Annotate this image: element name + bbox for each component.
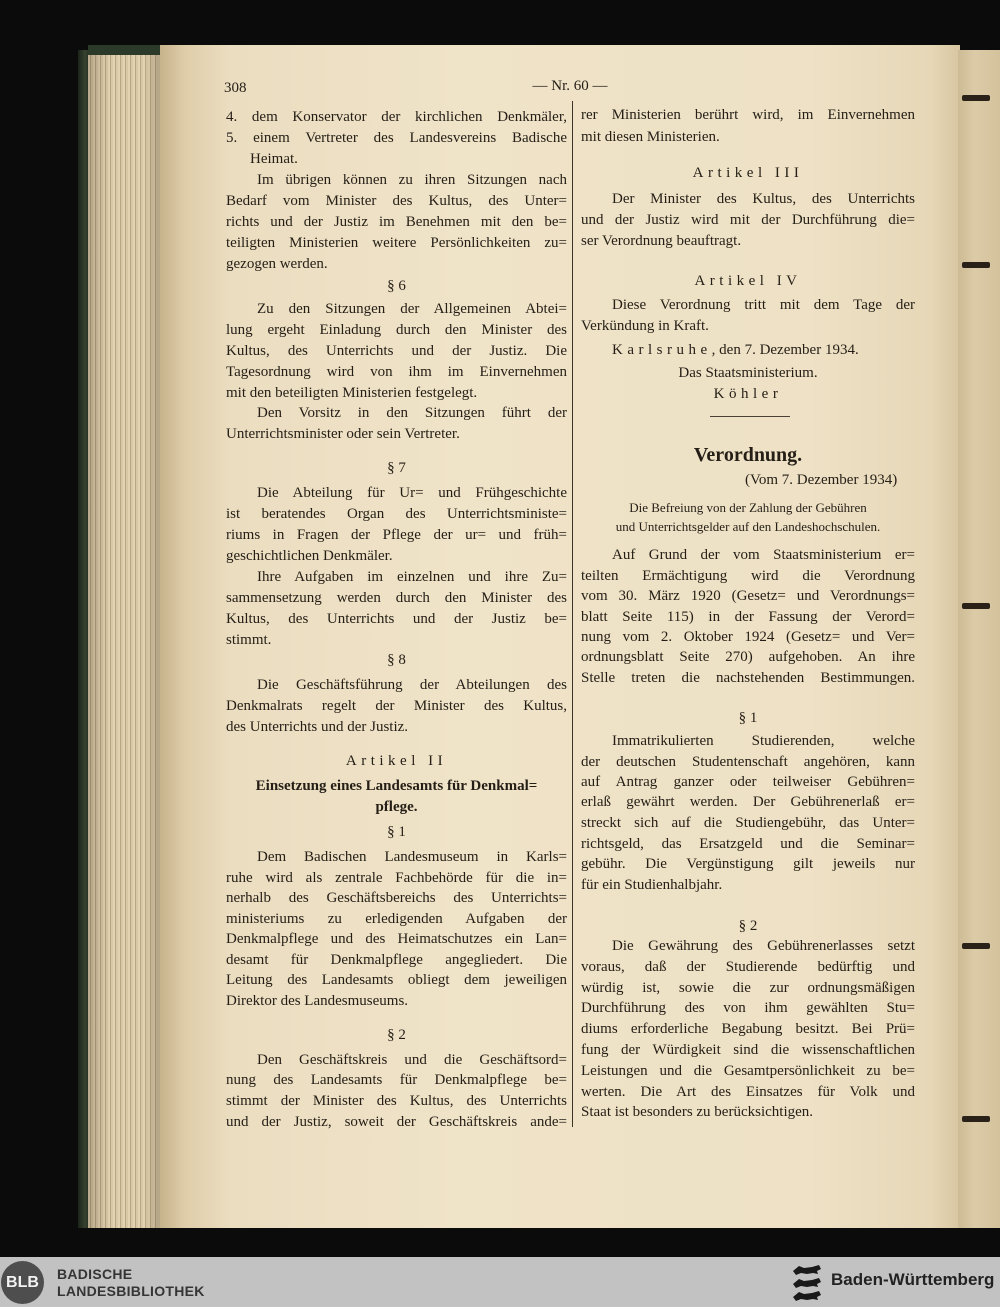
text-line: 4. dem Konservator der kirchlichen Denkmäler, bbox=[226, 109, 567, 125]
library-name-line1: BADISCHE bbox=[57, 1266, 133, 1282]
text-line: stimmt. bbox=[226, 632, 272, 648]
text-line: fung der Würdigkeit sind die wissenschaftlichen bbox=[581, 1042, 915, 1058]
state-name: Baden-Württemberg bbox=[831, 1270, 995, 1289]
text-line: voraus, daß der Studierende bedürftig und bbox=[581, 959, 915, 975]
signatory-body: Das Staatsministerium. bbox=[678, 365, 818, 381]
text-line: blatt Seite 115) in der Fassung der Verord= bbox=[581, 609, 915, 625]
footer-bar bbox=[0, 1257, 1000, 1307]
article-title: pflege. bbox=[375, 799, 418, 815]
article-heading: Artikel IV bbox=[694, 273, 802, 289]
decree-date: (Vom 7. Dezember 1934) bbox=[745, 472, 898, 488]
three-lions-icon bbox=[790, 1262, 824, 1302]
text-line: rer Ministerien berührt wird, im Einvernehmen bbox=[581, 107, 915, 123]
page-marker bbox=[962, 603, 990, 609]
text-line: Dem Badischen Landesmuseum in Karls= bbox=[257, 849, 567, 865]
text-line: vom 30. März 1920 (Gesetz= und Verordnungs= bbox=[581, 588, 915, 604]
section-heading: § 1 bbox=[738, 710, 758, 726]
signature-place: Karlsruhe bbox=[612, 342, 712, 358]
text-line: sammensetzung werden durch den Minister des bbox=[226, 590, 567, 606]
text-line: Kultus, des Unterrichts und der Justiz be= bbox=[226, 611, 567, 627]
signature-date: , den 7. Dezember 1934. bbox=[711, 342, 859, 358]
text-line: Den Geschäftskreis und die Geschäftsord= bbox=[257, 1052, 567, 1068]
text-line: Denkmalrats regelt der Minister des Kultus, bbox=[226, 698, 567, 714]
decree-subject: Die Befreiung von der Zahlung der Gebühren bbox=[629, 500, 867, 515]
text-line: ruhe wird als zentrale Fachbehörde für die in= bbox=[226, 870, 567, 886]
article-heading: Artikel III bbox=[692, 165, 804, 181]
text-line: Stelle treten die nachstehenden Bestimmungen. bbox=[581, 670, 915, 686]
library-name-line2: LANDESBIBLIOTHEK bbox=[57, 1283, 205, 1299]
page-marker bbox=[962, 262, 990, 268]
text-line: des Unterrichts und der Justiz. bbox=[226, 719, 409, 735]
text-line: nung des Landesamts für Denkmalpflege be= bbox=[226, 1072, 567, 1088]
section-heading: § 7 bbox=[387, 460, 406, 476]
text-line: ser Verordnung beauftragt. bbox=[581, 233, 742, 249]
text-line: teilten Ermächtigung wird die Verordnung bbox=[581, 568, 915, 584]
text-line: diums erforderliche Begabung besitzt. Bei Prü= bbox=[581, 1021, 915, 1037]
text-line: Leistungen und die Gesamtpersönlichkeit zu be= bbox=[581, 1063, 915, 1079]
text-line: Durchführung des von ihm gewählten Stu= bbox=[581, 1000, 915, 1016]
blb-logo: BLB bbox=[1, 1261, 44, 1304]
text-line: und der Justiz, soweit der Geschäftskreis ande= bbox=[226, 1114, 567, 1130]
page-marker bbox=[962, 943, 990, 949]
text-line: der deutschen Studentenschaft angehören, kann bbox=[581, 754, 915, 770]
section-heading: § 1 bbox=[387, 824, 406, 840]
text-line: ordnungsblatt Seite 270) aufgehoben. An ihre bbox=[581, 649, 915, 665]
text-line: werten. Die Art des Einsatzes für Volk und bbox=[581, 1084, 915, 1100]
text-line: richts und der Justiz im Benehmen mit den be= bbox=[226, 214, 567, 230]
text-line: geschichtlichen Denkmäler. bbox=[226, 548, 393, 564]
text-line: riums in Fragen der Pflege der ur= und früh= bbox=[226, 527, 567, 543]
text-line: stimmt der Minister des Kultus, des Unterrichts bbox=[226, 1093, 567, 1109]
text-line: Direktor des Landesmuseums. bbox=[226, 993, 409, 1009]
text-line: Heimat. bbox=[250, 151, 298, 167]
text-line: würdig ist, sowie die zur ordnungsmäßigen bbox=[581, 980, 915, 996]
text-line: Immatrikulierten Studierenden, welche bbox=[612, 733, 915, 749]
column-divider bbox=[572, 101, 573, 1127]
text-line: nung vom 2. Oktober 1924 (Gesetz= und Ver= bbox=[581, 629, 915, 645]
text-line: Staat ist besonders zu berücksichtigen. bbox=[581, 1104, 814, 1120]
section-heading: § 2 bbox=[738, 918, 758, 934]
text-line: Verkündung in Kraft. bbox=[581, 318, 709, 334]
text-line: gezogen werden. bbox=[226, 256, 328, 272]
article-heading: Artikel II bbox=[345, 753, 448, 769]
issue-number: — Nr. 60 — bbox=[532, 78, 608, 94]
signatory-name: Köhler bbox=[713, 386, 783, 402]
text-line: für ein Studienhalbjahr. bbox=[581, 877, 723, 893]
article-title: Einsetzung eines Landesamts für Denkmal= bbox=[255, 778, 538, 794]
text-line: 5. einem Vertreter des Landesvereins Badische bbox=[226, 130, 567, 146]
text-line: teiligten Ministerien weitere Persönlichkeiten zu= bbox=[226, 235, 567, 251]
text-line: lung ergeht Einladung durch den Minister des bbox=[226, 322, 567, 338]
book-spine-top bbox=[88, 45, 168, 55]
text-line: nerhalb des Geschäftsbereichs des Unterrichts= bbox=[226, 890, 567, 906]
signature-place-date bbox=[612, 340, 859, 360]
text-line: erlaß gewährt werden. Der Gebührenerlaß er= bbox=[581, 794, 915, 810]
separator-rule bbox=[710, 416, 790, 417]
text-line: Bedarf vom Minister des Kultus, des Unter= bbox=[226, 193, 567, 209]
text-line: Unterrichtsminister oder sein Vertreter. bbox=[226, 426, 460, 442]
section-heading: § 6 bbox=[387, 278, 406, 294]
text-line: Leitung des Landesamts obliegt dem jeweiligen bbox=[226, 972, 567, 988]
text-line: Die Geschäftsführung der Abteilungen des bbox=[257, 677, 567, 693]
text-line: mit den beteiligten Ministerien festgelegt. bbox=[226, 385, 478, 401]
text-line: ist beratendes Organ des Unterrichtsministe= bbox=[226, 506, 567, 522]
text-line: Auf Grund der vom Staatsministerium er= bbox=[612, 547, 915, 563]
page-marker bbox=[962, 95, 990, 101]
text-line: Tagesordnung wird von ihm im Einvernehmen bbox=[226, 364, 567, 380]
text-line: streckt sich auf die Studiengebühr, das Unter= bbox=[581, 815, 915, 831]
section-heading: § 2 bbox=[387, 1027, 406, 1043]
text-line: auf Antrag ganzer oder teilweiser Gebühren= bbox=[581, 774, 915, 790]
text-line: Im übrigen können zu ihren Sitzungen nach bbox=[257, 172, 567, 188]
decree-title: Verordnung. bbox=[693, 444, 803, 466]
text-line: Den Vorsitz in den Sitzungen führt der bbox=[257, 405, 567, 421]
text-line: desamt für Denkmalpflege angegliedert. Die bbox=[226, 952, 567, 968]
text-line: mit diesen Ministerien. bbox=[581, 129, 720, 145]
text-line: Die Gewährung des Gebührenerlasses setzt bbox=[612, 938, 915, 954]
text-line: ministeriums zu erledigenden Aufgaben der bbox=[226, 911, 567, 927]
section-heading: § 8 bbox=[387, 652, 406, 668]
decree-subject: und Unterrichtsgelder auf den Landeshochschulen. bbox=[615, 519, 881, 534]
text-line: und der Justiz wird mit der Durchführung die= bbox=[581, 212, 915, 228]
page-stack-edges bbox=[88, 52, 164, 1228]
text-line: Kultus, des Unterrichts und der Justiz. Die bbox=[226, 343, 567, 359]
text-line: Ihre Aufgaben im einzelnen und ihre Zu= bbox=[257, 569, 567, 585]
text-line: Der Minister des Kultus, des Unterrichts bbox=[612, 191, 915, 207]
text-line: Die Abteilung für Ur= und Frühgeschichte bbox=[257, 485, 567, 501]
next-page-edge bbox=[958, 50, 1000, 1228]
page-number: 308 bbox=[224, 80, 247, 96]
text-line: Diese Verordnung tritt mit dem Tage der bbox=[612, 297, 915, 313]
text-line: Zu den Sitzungen der Allgemeinen Abtei= bbox=[257, 301, 567, 317]
page-marker bbox=[962, 1116, 990, 1122]
text-line: richtsgeld, das Ersatzgeld und die Seminar= bbox=[581, 836, 915, 852]
text-line: Denkmalpflege und des Heimatschutzes ein Lan= bbox=[226, 931, 567, 947]
text-line: gebühr. Die Vergünstigung gilt jeweils nur bbox=[581, 856, 915, 872]
